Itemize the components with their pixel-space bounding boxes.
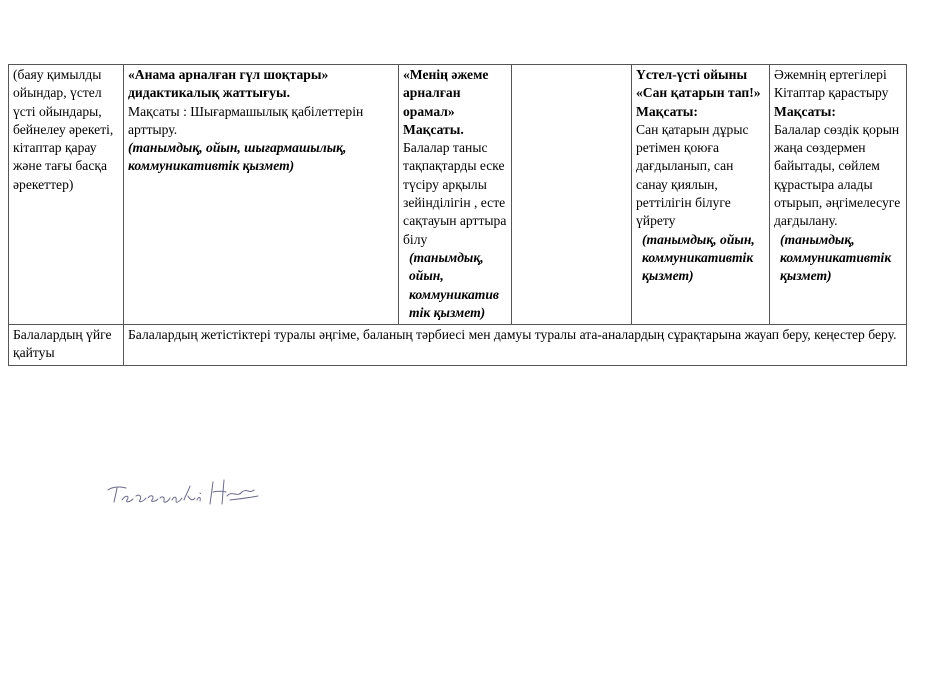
tuesday-goal-text: Балалар таныс тақпақтарды еске түсіру арқылы зейінділігін , есте сақтауын арттыра білу <box>403 140 507 247</box>
wednesday-cell <box>512 65 632 325</box>
monday-cell <box>124 65 399 325</box>
friday-tags: (танымдық, коммуникативтік қызмет) <box>780 231 892 284</box>
schedule-table <box>8 64 907 366</box>
thursday-goal-label: Мақсаты: <box>636 103 698 119</box>
tuesday-tags: (танымдық, ойын, коммуникативтік қызмет) <box>409 249 499 320</box>
thursday-title-line2: «Сан қатарын тап!» <box>636 85 761 101</box>
monday-goal: Мақсаты : Шығармашылық қабілеттерін арттыру. <box>128 103 364 137</box>
signature-stamp <box>102 474 262 514</box>
friday-goal-label: Мақсаты: <box>774 103 836 119</box>
friday-goal-text: Балалар сөздік қорын жаңа сөздермен байытады, сөйлем құрастыра алады отырып, әңгімелесуге дағдылану. <box>774 121 901 229</box>
friday-intro: Әжемнің ертегілері Кітаптар қарастыру <box>774 67 889 101</box>
tuesday-goal-label: Мақсаты. <box>403 121 464 137</box>
activities-row <box>9 65 907 325</box>
activity-type-text: (баяу қимылды ойындар, үстел үсті ойындары, бейнелеу әрекеті, кітаптар қарау және тағы басқа әрекеттер) <box>13 67 114 192</box>
tuesday-title: «Менің әжеме арналған орамал» <box>403 67 489 119</box>
departure-text-cell <box>124 325 907 366</box>
thursday-cell <box>632 65 770 325</box>
departure-row <box>9 325 907 366</box>
friday-cell <box>770 65 907 325</box>
thursday-tags: (танымдық, ойын, коммуникативтік қызмет) <box>642 231 755 284</box>
thursday-title-line1: Үстел-үсті ойыны <box>636 67 748 82</box>
activity-type-cell <box>9 65 124 325</box>
monday-tags: (танымдық, ойын, шығармашылық, коммуникативтік қызмет) <box>128 140 347 174</box>
departure-label: Балалардың үйге қайтуы <box>13 327 112 361</box>
monday-title: «Анама арналған гүл шоқтары» дидактикалық жаттығуы. <box>128 67 329 101</box>
thursday-goal-text: Сан қатарын дұрыс ретімен қоюға дағдыланып, сан санау қиялын, реттілігін білуге үйрету <box>636 121 749 229</box>
tuesday-cell <box>399 65 512 325</box>
departure-label-cell <box>9 325 124 366</box>
departure-text: Балалардың жетістіктері туралы әңгіме, баланың тәрбиесі мен дамуы туралы ата-аналардың сұрақтарына жауап беру, кеңестер беру. <box>128 327 897 343</box>
